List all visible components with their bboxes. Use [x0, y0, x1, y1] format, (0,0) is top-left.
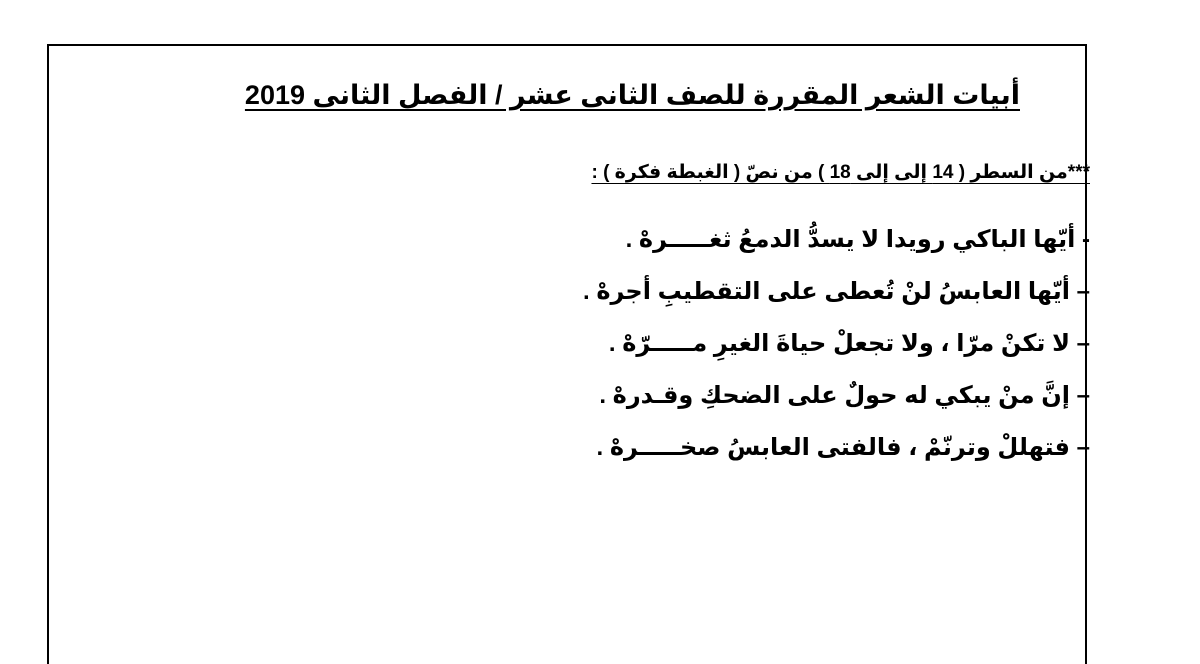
verse-list: [583, 214, 1090, 474]
verse-line: – لا تكنْ مرّا ، ولا تجعلْ حياةَ الغيرِ مـــــرّهْ .: [608, 330, 1090, 357]
section-heading: ***من السطر ( 14 إلى إلى 18 ) من نصّ ( الغبطة فكرة ) :: [591, 162, 1090, 183]
verse-line: – فتهللْ وترنّمْ ، فالفتى العابسُ صخـــــرهْ .: [596, 434, 1090, 461]
verse-line: – إنَّ منْ يبكي له حولٌ على الضحكِ وقـدرهْ .: [599, 382, 1090, 409]
document-title: أبيات الشعر المقررة للصف الثانى عشر / الفصل الثانى 2019: [244, 80, 1020, 110]
verse-line: – أيّها العابسُ لنْ تُعطى على التقطيبِ أجرهْ .: [583, 278, 1090, 305]
verse-line: - أيّها الباكي رويدا لا يسدُّ الدمعُ ثغـــــرهْ .: [625, 226, 1090, 253]
